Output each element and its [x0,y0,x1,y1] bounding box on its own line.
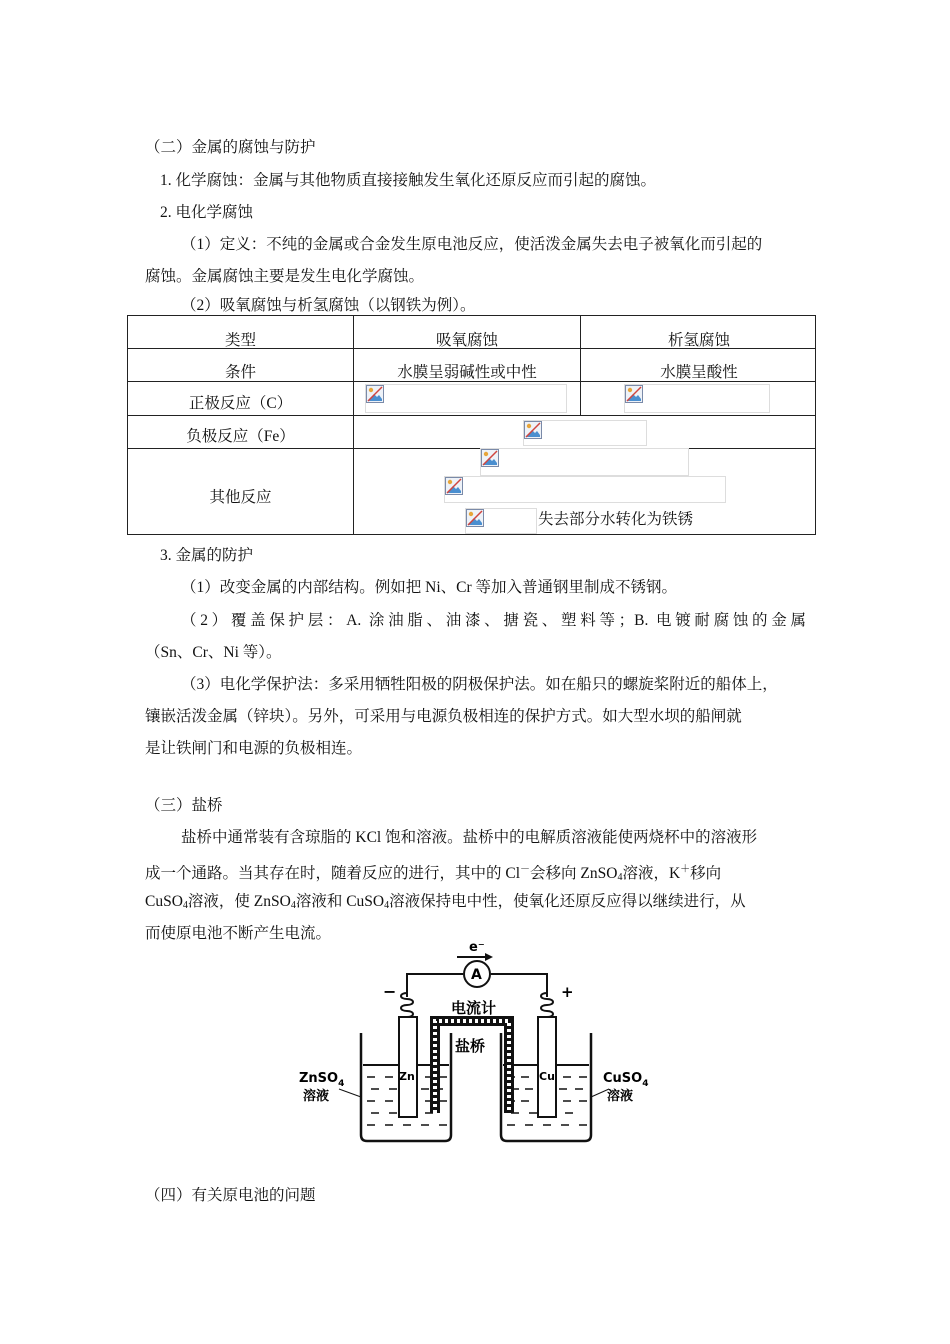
anode-label: 负极反应（Fe） [186,428,295,445]
chemical-corrosion-text: 1. 化学腐蚀：金属与其他物质直接接触发生氧化还原反应而引起的腐蚀。 [160,172,657,189]
subscript-4: 4 [384,900,390,911]
condition-hydrogen: 水膜呈酸性 [660,364,738,381]
protection-p3-line1: （3）电化学保护法：多采用牺牲阳极的阴极保护法。如在船只的螺旋桨附近的船体上， [181,676,778,693]
protection-p2-line2: （Sn、Cr、Ni 等）。 [145,644,282,661]
salt-bridge-line3 [145,892,746,916]
minus-superscript: － [520,864,531,875]
left-solution-label-2: 溶液 [303,1089,330,1104]
salt-bridge-line2-b: 会移向 ZnSO [530,865,618,882]
salt-bridge-label: 盐桥 [455,1037,486,1055]
broken-image-icon [524,421,542,439]
corrosion-comparison-table [127,315,816,535]
cathode-label: 正极反应（C） [188,395,293,412]
section-title-galvanic-issues: （四）有关原电池的问题 [145,1187,316,1204]
salt-bridge-title: （三）盐桥 [145,797,223,814]
salt-bridge-line2-c: 溶液，K [622,865,681,882]
salt-bridge-line3-a: CuSO [145,893,183,910]
protection-p1: （1）改变金属的内部结构。例如把 Ni、Cr 等加入普通钢里制成不锈钢。 [181,579,678,596]
other-reaction-3-image [465,508,537,534]
salt-bridge-line3-b: 溶液，使 ZnSO [187,893,291,910]
broken-image-icon [481,449,499,467]
broken-image-icon [466,509,484,527]
anode-formula-image [523,420,647,446]
right-solution-label: CuSO$_4$ [603,1071,649,1089]
condition-oxygen: 水膜呈弱碱性或中性 [397,364,537,381]
subscript-4: 4 [290,900,296,911]
protection-title: 3. 金属的防护 [160,547,254,564]
header-oxygen-absorption: 吸氧腐蚀 [435,332,498,349]
salt-bridge-line2-d: 移向 [690,865,722,882]
positive-terminal: + [561,983,574,1001]
salt-bridge-line3-c: 溶液和 CuSO [295,893,385,910]
broken-image-icon [445,477,463,495]
subscript-4: 4 [182,900,188,911]
plus-superscript: ＋ [680,864,691,875]
other-reaction-2-image [444,476,726,503]
section-title-corrosion: （二）金属的腐蚀与防护 [145,139,316,156]
cathode-hydrogen-formula-image [624,384,770,413]
cathode-oxygen-formula-image [365,384,567,413]
negative-terminal: − [383,982,397,1001]
salt-bridge-tube [435,1021,509,1113]
salt-bridge-line2-a: 成一个通路。当其存在时，随着反应的进行，其中的 Cl [145,865,521,882]
ammeter-letter: A [471,967,482,983]
broken-image-icon [625,385,643,403]
rust-note: 失去部分水转化为铁锈 [538,511,694,528]
header-hydrogen-evolution: 析氢腐蚀 [667,332,730,349]
other-reaction-1-image [480,448,689,476]
protection-p2-line1: （2）覆盖保护层：A. 涂油脂、油漆、搪瓷、塑料等；B. 电镀耐腐蚀的金属 [181,612,806,629]
electron-arrowhead [485,953,493,961]
ammeter-label: 电流计 [451,999,497,1017]
comparison-title: （2）吸氧腐蚀与析氢腐蚀（以钢铁为例）。 [181,297,476,314]
galvanic-cell-diagram [295,937,675,1147]
wire-left [407,974,463,997]
header-type: 类型 [224,332,256,349]
broken-image-icon [366,385,384,403]
salt-bridge-line2 [145,860,721,888]
zinc-label: Zn [399,1070,415,1083]
protection-p3-line3: 是让铁闸门和电源的负极相连。 [145,740,363,757]
salt-bridge-line1: 盐桥中通常装有含琼脂的 KCl 饱和溶液。盐桥中的电解质溶液能使两烧杯中的溶液形 [181,829,758,846]
right-solution-label-2: 溶液 [607,1089,634,1104]
zinc-electrode [399,1017,417,1117]
other-reactions-label: 其他反应 [209,489,272,506]
left-pointer [339,1089,361,1097]
electrochemical-corrosion-title: 2. 电化学腐蚀 [160,204,254,221]
definition-line-2: 腐蚀。金属腐蚀主要是发生电化学腐蚀。 [145,268,425,285]
condition-label: 条件 [224,364,256,381]
copper-label: Cu [539,1070,555,1083]
electron-label: e⁻ [469,940,485,955]
definition-line-1: （1）定义：不纯的金属或合金发生原电池反应，使活泼金属失去电子被氧化而引起的 [181,236,763,253]
salt-bridge-fill [435,1021,509,1113]
protection-p3-line2: 镶嵌活泼金属（锌块）。另外，可采用与电源负极相连的保护方式。如大型水坝的船闸就 [145,708,742,725]
subscript-4: 4 [617,872,623,883]
left-solution-label: ZnSO$_4$ [299,1071,345,1089]
salt-bridge-line4: 而使原电池不断产生电流。 [145,925,332,942]
wire-right [491,974,547,997]
salt-bridge-line3-d: 溶液保持电中性，使氧化还原反应得以继续进行，从 [389,893,746,910]
copper-electrode [538,1017,556,1117]
